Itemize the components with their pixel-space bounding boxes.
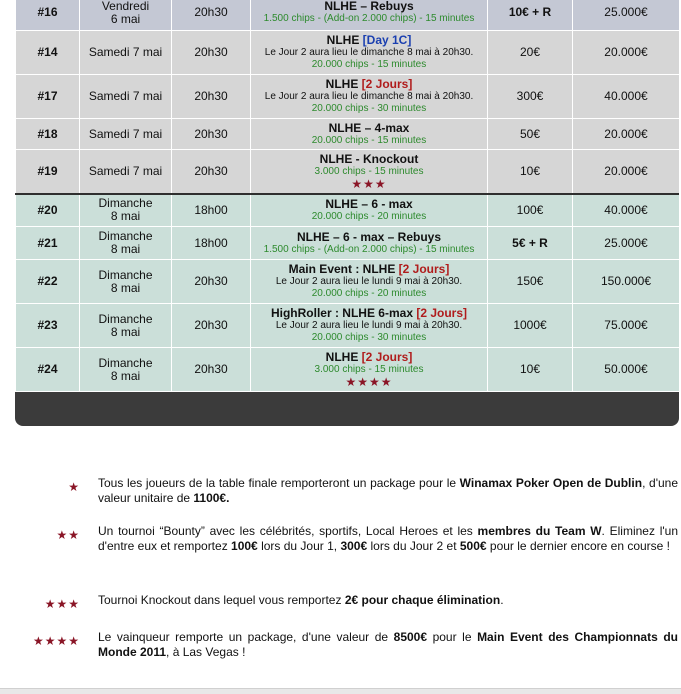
footnote-text-part: Un tournoi “Bounty” avec les célébrités, sportifs, Local Heroes et les <box>98 524 478 538</box>
tournament-event <box>251 0 488 31</box>
tournament-time: 20h30 <box>172 260 251 304</box>
event-structure: 3.000 chips - 15 minutes <box>314 364 424 375</box>
tournament-event <box>251 31 488 75</box>
footnote-star-icon: ★★★★ <box>32 634 80 648</box>
tournament-event <box>251 75 488 119</box>
tournament-number: #14 <box>16 31 80 75</box>
event-name: NLHE <box>325 77 362 91</box>
footnote-text-part: . Eliminez l'un d'entre eux et remportez <box>98 524 678 553</box>
star-rating-icon: ★★★ <box>351 176 387 191</box>
tournament-date <box>80 75 172 119</box>
tournament-day: Dimanche <box>98 229 153 243</box>
tournament-buyin: 5€ + R <box>488 227 573 260</box>
table-row <box>16 31 680 75</box>
tournament-date <box>80 119 172 150</box>
tournament-buyin: 1000€ <box>488 304 573 348</box>
tournament-event <box>251 150 488 194</box>
tournament-day-date: 8 mai <box>110 242 141 256</box>
event-name: HighRoller : NLHE 6-max <box>270 306 417 320</box>
event-tag: [2 Jours] <box>361 77 413 91</box>
event-tag: [2 Jours] <box>361 350 413 364</box>
tournament-number: #20 <box>16 194 80 227</box>
tournament-event <box>251 227 488 260</box>
tournament-number: #23 <box>16 304 80 348</box>
tournament-number: #21 <box>16 227 80 260</box>
tournament-buyin: 100€ <box>488 194 573 227</box>
tournament-prize: 20.000€ <box>573 31 680 75</box>
event-structure: 1.500 chips - (Add-on 2.000 chips) - 15 minutes <box>263 13 475 24</box>
star-rating-icon: ★★★★ <box>345 375 393 389</box>
event-structure: 1.500 chips - (Add-on 2.000 chips) - 15 minutes <box>263 243 475 255</box>
tournament-buyin: 50€ <box>488 119 573 150</box>
tournament-prize: 40.000€ <box>573 194 680 227</box>
tournament-number: #18 <box>16 119 80 150</box>
tournament-day-date: 8 mai <box>110 280 141 295</box>
tournament-prize: 40.000€ <box>573 75 680 119</box>
tournament-date <box>80 260 172 304</box>
footnote-star-icon: ★★★ <box>44 597 80 611</box>
tournament-day-date: 8 mai <box>110 324 141 339</box>
event-note: Le Jour 2 aura lieu le lundi 9 mai à 20h30. <box>275 276 463 287</box>
footnote-text-part: pour le dernier encore en course ! <box>486 539 671 553</box>
tournament-prize: 20.000€ <box>573 150 680 194</box>
tournament-time: 20h30 <box>172 0 251 31</box>
footnote-text-bold: Winamax Poker Open de Dublin <box>459 476 643 490</box>
tournament-prize: 20.000€ <box>573 119 680 150</box>
event-name: NLHE – 6 - max <box>325 196 413 211</box>
tournament-buyin: 300€ <box>488 75 573 119</box>
tournament-day: Vendredi <box>101 0 150 13</box>
schedule-table-container <box>15 0 679 426</box>
event-title <box>251 0 487 13</box>
tournament-date <box>80 304 172 348</box>
tournament-buyin: 10€ <box>488 348 573 392</box>
footnote-text <box>98 593 678 608</box>
event-title <box>251 34 487 47</box>
event-title <box>251 122 487 135</box>
event-structure: 3.000 chips - 15 minutes <box>314 165 424 177</box>
tournament-number: #19 <box>16 150 80 194</box>
tournament-event <box>251 304 488 348</box>
tournament-event <box>251 119 488 150</box>
table-row <box>16 260 680 304</box>
footnote-text-bold: membres du Team W <box>477 524 602 538</box>
event-title <box>251 263 487 276</box>
tournament-buyin: 150€ <box>488 260 573 304</box>
tournament-date <box>80 227 172 260</box>
event-title <box>251 307 487 320</box>
event-structure: 20.000 chips - 15 minutes <box>311 134 427 146</box>
footnote-text-part: Tous les joueurs de la table finale remporteront un package pour le <box>98 476 460 490</box>
footnote-text <box>98 476 678 506</box>
event-tag: [2 Jours] <box>398 262 450 276</box>
footnote-text-part: lors du Jour 1, <box>257 539 341 553</box>
event-name: NLHE <box>326 33 363 47</box>
tournament-time: 20h30 <box>172 31 251 75</box>
page-bottom-border <box>0 688 681 694</box>
footnote-text-bold: 1100€. <box>193 491 230 505</box>
footnote-text-part: Le vainqueur remporte un package, d'une valeur de <box>98 630 394 644</box>
tournament-day-date: 8 mai <box>110 368 141 383</box>
footnote-text-part: Tournoi Knockout dans lequel vous remportez <box>98 593 345 607</box>
tournament-day-date: 6 mai <box>110 11 141 26</box>
tournament-day-date: 8 mai <box>110 209 141 224</box>
footnote-text-part: pour le <box>427 630 478 644</box>
tournament-day: Dimanche <box>98 355 153 370</box>
event-title <box>251 351 487 364</box>
tournament-day: Samedi 7 mai <box>88 89 163 103</box>
tournament-number: #16 <box>16 0 80 31</box>
tournament-time: 20h30 <box>172 150 251 194</box>
footnote-text-part: , à Las Vegas ! <box>166 645 246 659</box>
tournament-date <box>80 348 172 392</box>
tournament-day: Dimanche <box>98 311 153 326</box>
tournament-buyin: 20€ <box>488 31 573 75</box>
footnote-text-bold: 300€ <box>340 539 368 553</box>
tournament-time: 18h00 <box>172 227 251 260</box>
tournament-buyin: 10€ <box>488 150 573 194</box>
tournament-time: 18h00 <box>172 194 251 227</box>
table-row <box>16 75 680 119</box>
footnote-text-bold: 2€ pour chaque élimination <box>344 593 501 607</box>
footnote-text-bold: 100€ <box>231 539 258 553</box>
event-structure: 20.000 chips - 30 minutes <box>311 103 427 114</box>
table-row <box>16 150 680 194</box>
event-name: NLHE – 6 - max – Rebuys <box>296 229 442 244</box>
event-note: Le Jour 2 aura lieu le dimanche 8 mai à 20h30. <box>264 91 474 102</box>
table-row <box>16 227 680 260</box>
event-note: Le Jour 2 aura lieu le lundi 9 mai à 20h30. <box>275 320 463 331</box>
tournament-day: Samedi 7 mai <box>88 45 163 59</box>
table-row <box>16 119 680 150</box>
tournament-day: Dimanche <box>98 267 153 282</box>
footnote-star-icon: ★★ <box>56 528 80 542</box>
tournament-time: 20h30 <box>172 75 251 119</box>
event-structure: 20.000 chips - 20 minutes <box>311 210 427 222</box>
tournament-prize: 25.000€ <box>573 0 680 31</box>
footnote-text-part: lors du Jour 2 et <box>367 539 460 553</box>
tournament-time: 20h30 <box>172 348 251 392</box>
tournament-day: Samedi 7 mai <box>88 163 163 178</box>
footnote-star-icon: ★ <box>68 480 80 494</box>
tournament-day: Samedi 7 mai <box>88 126 163 141</box>
table-row <box>16 194 680 227</box>
tournament-prize: 50.000€ <box>573 348 680 392</box>
tournament-buyin: 10€ + R <box>488 0 573 31</box>
tournament-time: 20h30 <box>172 304 251 348</box>
table-row <box>16 0 680 31</box>
event-name: Main Event : NLHE <box>288 262 399 276</box>
event-structure: 20.000 chips - 30 minutes <box>311 332 427 343</box>
tournament-number: #17 <box>16 75 80 119</box>
event-title <box>251 231 487 244</box>
event-name: NLHE - Knockout <box>319 151 419 166</box>
event-title <box>251 78 487 91</box>
tournament-event <box>251 348 488 392</box>
event-title <box>251 198 487 211</box>
table-row <box>16 304 680 348</box>
event-name: NLHE <box>325 350 362 364</box>
schedule-table <box>15 0 679 392</box>
event-title <box>251 153 487 166</box>
footnote-text <box>98 630 678 660</box>
table-row <box>16 348 680 392</box>
tournament-prize: 150.000€ <box>573 260 680 304</box>
event-name: NLHE – Rebuys <box>324 0 414 13</box>
event-note: Le Jour 2 aura lieu le dimanche 8 mai à 20h30. <box>264 47 474 58</box>
footnote-text-bold: 500€ <box>459 539 487 553</box>
tournament-date <box>80 194 172 227</box>
footnote-text-part: , d'une valeur unitaire de <box>98 476 679 505</box>
tournament-date <box>80 31 172 75</box>
footnote-text <box>98 524 678 554</box>
tournament-event <box>251 194 488 227</box>
tournament-prize: 25.000€ <box>573 227 680 260</box>
tournament-day: Dimanche <box>98 196 153 211</box>
event-tag: [Day 1C] <box>362 33 412 47</box>
event-structure: 20.000 chips - 15 minutes <box>311 59 427 70</box>
footnote-text-part: . <box>500 593 504 607</box>
tournament-date <box>80 0 172 31</box>
event-name: NLHE – 4-max <box>328 120 410 135</box>
tournament-prize: 75.000€ <box>573 304 680 348</box>
event-tag: [2 Jours] <box>416 306 468 320</box>
tournament-date <box>80 150 172 194</box>
footnote-text-bold: Main Event des Championnats du Monde 2011 <box>98 630 678 659</box>
tournament-number: #22 <box>16 260 80 304</box>
tournament-time: 20h30 <box>172 119 251 150</box>
tournament-event <box>251 260 488 304</box>
event-structure: 20.000 chips - 20 minutes <box>311 288 427 299</box>
tournament-number: #24 <box>16 348 80 392</box>
footnote-text-bold: 8500€ <box>393 630 428 644</box>
